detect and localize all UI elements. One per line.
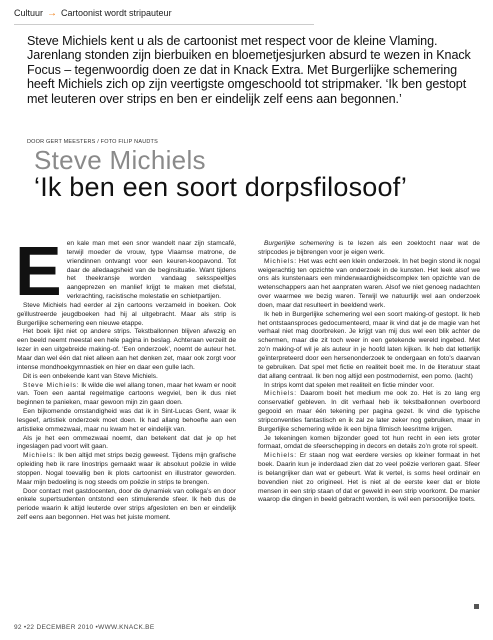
paragraph-text: en kale man met een snor wandelt naar zijn stamcafé, terwijl moeder de vrouw, type Vlaamse matrone, de vriendinnen ontvangt voor een keuren-koopavond. Tot daar de alledaagsheid van de beginsituatie. Want tijdens het theekransje worden vandaag seksspeeltjes aangeprezen en manlief krijgt te maken met diefstal, verkrachting, racistische molestatie en schietpartijen. [66, 240, 236, 301]
answer-text: Ik ben altijd met strips bezig geweest. Tijdens mijn grafische opleiding heb ik rare linostrips gemaakt waar ik absoluut poëzie in wilde stoppen. Nogal toevallig ben ik plots cartoonist en illustrator geworden. Maar mijn bedoeling is nog steeds om poëzie in strips te brengen. [17, 452, 236, 486]
paragraph: Dit is een onbekende kant van Steve Michiels. [23, 372, 158, 380]
page-footer: 92 •22 DECEMBER 2010 •WWW.KNACK.BE [14, 624, 155, 631]
article-column-right [258, 240, 480, 505]
answer-text: Daarom boeit het medium me ook zo. Het is zo lang erg conservatief gebleven. In dit verhaal heb ik tekstballonnen overboord gegooid en maar één tekening per pagina gezet. Ik vind die typische stripconventies fantastisch en ik zal ze later zeker nog gebruiken, maar in Burgerlijke schemering wilde ik een bijna filmisch leesritme krijgen. [258, 390, 480, 433]
speaker-label: Steve Michiels: [23, 381, 80, 389]
speaker-label: Michiels: [264, 390, 297, 398]
quote-headline: ‘Ik ben een soort dorpsfilosoof’ [34, 172, 408, 202]
arrow-right-icon: → [47, 7, 58, 19]
interview-answer [17, 382, 236, 409]
paragraph: Als je het een ommezwaai noemt, dan betekent dat dat je op het ingeslagen pad voort wilt gaan. [17, 434, 236, 451]
speaker-label: Michiels: [264, 452, 297, 460]
interview-answer [17, 452, 236, 487]
speaker-label: Michiels: [264, 257, 297, 265]
section-label: Cultuur [14, 8, 44, 18]
paragraph: Steve Michiels had eerder al zijn cartoons verzameld in boeken. Ook geïllustreerde jeugdboeken had hij al uitgebracht. Maar als strip is Burgerlijke schemering een nieuwe etappe. [17, 301, 236, 327]
interview-answer [258, 452, 480, 505]
paragraph: Je tekeningen komen bijzonder goed tot hun recht in een iets groter formaat, omdat de sfeerschepping in decors en details zo’n grote rol speelt. [258, 434, 480, 451]
subject-name-heading: Steve Michiels [34, 145, 206, 175]
speaker-label: Michiels: [23, 452, 56, 460]
interview-answer [258, 258, 480, 311]
paragraph: Door contact met gastdocenten, door de dynamiek van collega’s en door enkele supertsudenten ontstond een stimulerende sfeer. Ik heb dus de periode waarin ik altijd leuterde over strips afgesloten en ben er eindelijk zelf eens aan begonnen. Het was het juiste moment. [17, 487, 236, 522]
answer-text: Ik wilde die wel allang tonen, maar het kwam er nooit van. Toen een aantal regelmatige cartoons wegviel, ben ik dus niet beginnen te panieken, maar gewoon mijn zin gaan doen. [17, 381, 236, 407]
article-column-left [15, 232, 236, 523]
interview-answer [258, 390, 480, 434]
paragraph: Ik heb in Burgerlijke schemering wel een soort making-of gestopt. Ik heb het ontstaansproces gedocumenteerd, maar ik vind dat je de magie van het verhaal niet mag doorbreken. Je krijgt van mij dus wel een blik achter de schermen, maar die zit toch weer in een getekende wereld ingebed. Met zo’n making-of wil je als auteur in je hoofd laten kijken. Ik heb dat letterlijk geïnterpreteerd door een hersenonderzoek te ondergaan en foto’s daarvan te gebruiken. Dat spel met fictie en realiteit boeit me. In de literatuur staat dat allang centraal. Ik ben nog altijd een postmodernist, een pomo. (lacht) [258, 310, 480, 380]
subsection-label: Cartoonist wordt stripauteur [61, 8, 172, 18]
paragraph [15, 232, 236, 310]
header-rule [14, 24, 314, 25]
paragraph-text: is te lezen als een zoektocht naar wat de stripcodes je bijbrengen voor je eigen werk. [258, 240, 480, 256]
end-of-article-mark [474, 604, 479, 609]
section-header [14, 6, 172, 20]
book-title: Burgerlijke schemering [264, 240, 334, 247]
answer-text: Het was echt een klein onderzoek. In het begin stond ik nogal weigerachtig ten opzichte van onderzoek in de kunsten. Het leek alsof we ons als kunstenaars een minderwaardigheidscomplex ten opzichte van de wetenschappers aan het aanpraten waren. Alsof we niet genoeg nadachten over waarmee we bezig waren. Terwijl we natuurlijk wel aan onderzoek doen, maar dat resulteert in beeldend werk. [258, 257, 480, 309]
paragraph: Het boek lijkt niet op andere strips. Tekstballonnen blijven afwezig en een beeld neemt meestal een hele pagina in beslag. Achteraan verzeilt de lezer in een uitgebreide making-of. ‘Een onderzoek’, noemt de auteur het. Maar dan wel één dat niet alleen aan het denken zet, maar ook zorgt voor intense mondhoekgymnastiek en hier en daar een gulle lach. [17, 328, 236, 371]
drop-cap: E [15, 232, 62, 310]
paragraph: Een bijkomende omstandigheid was dat ik in Sint-Lucas Gent, waar ik lesgeef, artistiek onderzoek moet doen. Ik had allang behoefte aan een artistieke ommezwaai, maar nu kwam het er eindelijk van. [17, 408, 236, 433]
paragraph [258, 240, 480, 258]
article-lead: Steve Michiels kent u als de cartoonist met respect voor de kleine Vlaming. Jarenlang stonden zijn bierbuiken en bloemetjesjurken absurd te wezen in Knack Focus – tegenwoordig doen ze dat in Knack Extra. Met Burgerlijke schemering heeft Michiels zich op zijn veertigste omgeschoold tot stripmaker. ‘Ik ben gestopt met leuteren over strips en ben er eindelijk zelf eens aan begonnen.’ [27, 34, 471, 106]
paragraph: In strips komt dat spelen met realiteit en fictie minder voor. [264, 381, 435, 389]
answer-text: Er staan nog wat eerdere versies op kleiner formaat in het boek. Daarin kun je inderdaad zien dat zo veel poëzie verloren gaat. Sfeer is belangrijker dan wat er gebeurt. Wat ik vertel, is soms heel ordinair en bovendien niet zo origineel. Het is niet al de eerste keer dat er blote mensen in een strip staan of dat er geweld in een strip voorkomt. De manier waarop die dingen in beeld gebracht worden, is wél een persoonlijke toets. [258, 452, 480, 504]
byline-credit: DOOR GERT MEESTERS / FOTO FILIP NAUDTS [27, 139, 158, 145]
